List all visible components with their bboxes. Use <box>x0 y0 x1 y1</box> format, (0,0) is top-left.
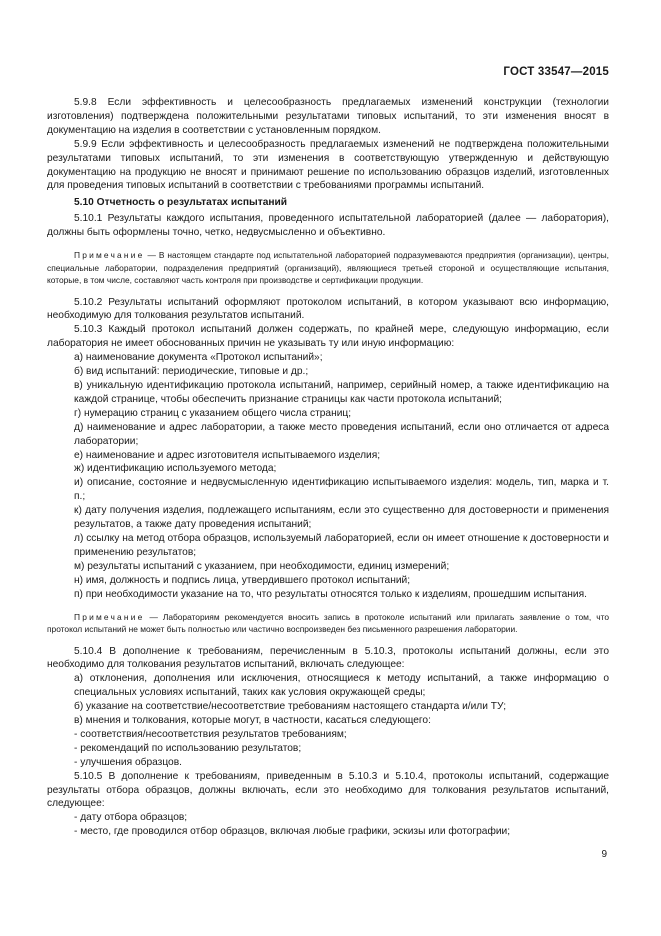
note-text: — Лабораториям рекомендуется вносить запись в протоколе испытаний или прилагать заявление о том, что протокол испытаний не может быть полностью или частично воспроизведен без письменного разрешения лаборатории. <box>47 611 609 634</box>
document-code-header: ГОСТ 33547—2015 <box>503 66 609 78</box>
note-reproduction <box>47 611 609 636</box>
list-item: ж) идентификацию используемого метода; <box>74 463 277 475</box>
paragraph-5-10-1: 5.10.1 Результаты каждого испытания, проведенного испытательной лабораторией (далее — лаборатория), должны быть оформлены точно, четко, недвусмысленно и объективно. <box>47 213 609 239</box>
paragraph-5-10-5: 5.10.5 В дополнение к требованиям, приведенным в 5.10.3 и 5.10.4, протоколы испытаний, содержащие результаты отбора образцов, должны включать, если это необходимо для толкования результатов испытаний, следующее: <box>47 770 609 810</box>
list-item: л) ссылку на метод отбора образцов, используемый лабораторией, если он имеет отношение к достоверности и применению результатов; <box>74 532 609 558</box>
list-item: - место, где проводился отбор образцов, включая любые графики, эскизы или фотографии; <box>74 826 511 838</box>
paragraph-5-9-8: 5.9.8 Если эффективность и целесообразность предлагаемых изменений конструкции (технологии изготовления) подтверждена положительными результатами типовых испытаний, то эти изменения вносят в документацию на изделия в соответствии с установленным порядком. <box>47 97 609 136</box>
page-number: 9 <box>601 849 607 860</box>
list-item: в) мнения и толкования, которые могут, в частности, касаться следующего: <box>74 715 431 727</box>
list-item: а) отклонения, дополнения или исключения, относящиеся к методу испытаний, а также информацию о специальных условиях испытаний, таких как условия окружающей среды; <box>74 673 609 699</box>
list-item: в) уникальную идентификацию протокола испытаний, например, серийный номер, а также идентификацию на каждой странице, чтобы обеспечить признание страницы как части протокола испытаний; <box>74 380 609 405</box>
list-item: б) указание на соответствие/несоответствие требованиям настоящего стандарта и/или ТУ; <box>74 701 507 713</box>
document-body <box>47 96 609 839</box>
paragraph-5-10-4: 5.10.4 В дополнение к требованиям, перечисленным в 5.10.3, протоколы испытаний должны, если это необходимо для толкования результатов испытаний, включать следующее: <box>47 645 609 671</box>
note-text: — В настоящем стандарте под испытательной лабораторией подразумеваются предприятия (организации), центры, специальные лаборатории, подразделения предприятий (организаций), являющиеся третьей стороной и осуществляющие испытания, которые, в том числе, составляют часть контроля при производстве и сертификации продукции. <box>47 250 609 286</box>
paragraph-5-9-9: 5.9.9 Если эффективность и целесообразность предлагаемых изменений не подтверждена положительными результатами типовых испытаний, то эти изменения в соответствующую утвержденную и действующую документацию на продукцию не вносят и принимают решение по использованию образцов изделий, изготовленных для проведения типовых испытаний в соответствии с требованиями программы испытаний. <box>47 138 609 192</box>
paragraph-5-10-3: 5.10.3 Каждый протокол испытаний должен содержать, по крайней мере, следующую информацию, если лаборатория не имеет обоснованных причин не указывать ту или иную информацию: <box>47 324 609 350</box>
list-item: г) нумерацию страниц с указанием общего числа страниц; <box>74 407 352 419</box>
list-item: - дату отбора образцов; <box>74 812 188 824</box>
note-lead: Примечание <box>74 611 145 622</box>
list-item: - соответствия/несоответствия результатов требованиям; <box>74 728 347 740</box>
list-item: м) результаты испытаний с указанием, при необходимости, единиц измерений; <box>74 560 450 572</box>
list-item: - рекомендаций по использованию результатов; <box>74 742 302 754</box>
section-heading-5-10: 5.10 Отчетность о результатах испытаний <box>74 197 288 209</box>
list-item: и) описание, состояние и недвусмысленную идентификацию испытываемого изделия: модель, тип, марка и т. п.; <box>74 477 609 503</box>
list-item: н) имя, должность и подпись лица, утвердившего протокол испытаний; <box>74 574 411 586</box>
list-item: к) дату получения изделия, подлежащего испытаниям, если это существенно для достоверности и применения результатов, а также дату проведения испытаний; <box>74 505 609 531</box>
list-item: е) наименование и адрес изготовителя испытываемого изделия; <box>74 449 381 461</box>
list-item: б) вид испытаний: периодические, типовые и др.; <box>74 366 309 378</box>
paragraph-5-10-2: 5.10.2 Результаты испытаний оформляют протоколом испытаний, в котором указывают всю информацию, необходимую для толкования результатов испытаний. <box>47 296 609 322</box>
list-item: а) наименование документа «Протокол испытаний»; <box>74 352 323 364</box>
list-item: д) наименование и адрес лаборатории, а также место проведения испытаний, если оно отличается от адреса лаборатории; <box>74 421 609 447</box>
note-testing-laboratory <box>47 249 609 287</box>
note-lead: Примечание <box>74 250 145 261</box>
list-item: - улучшения образцов. <box>74 756 182 768</box>
list-item: п) при необходимости указание на то, что результаты относятся только к изделиям, прошедшим испытания. <box>74 588 587 600</box>
